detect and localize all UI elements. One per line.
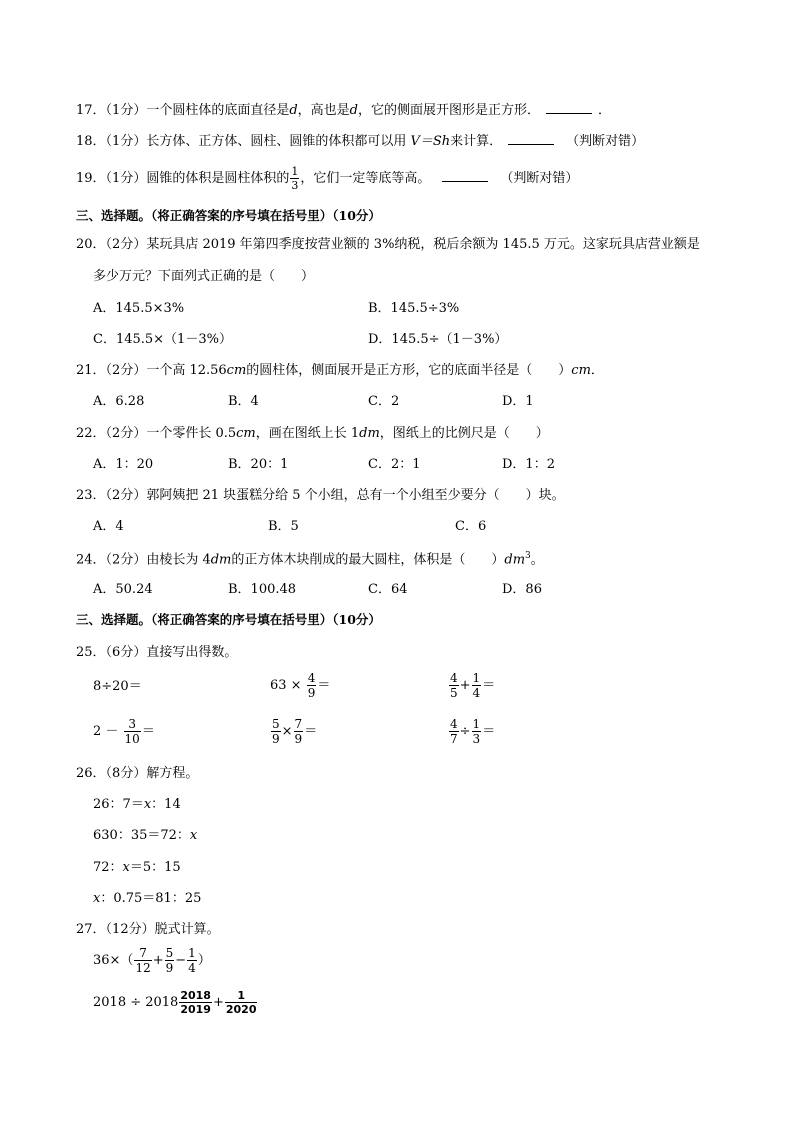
q24-end: 。 [530,552,544,568]
question-21 [76,364,604,377]
fraction: $\frac{7}{12}$ [135,946,151,975]
fraction: $\frac{1}{3}$ [291,165,299,192]
fraction: $\frac{5}{9}$ [272,717,280,746]
option-b[interactable]: B．5 [268,519,299,534]
fraction: $\frac{7}{9}$ [294,717,303,746]
expr-25-6: $\frac{4}{7}$ ÷ $\frac{1}{3}$ ＝ [450,717,496,746]
option-b[interactable]: B．100.48 [228,582,297,597]
judge-hint: （判断对错） [500,171,579,186]
answer-blank[interactable] [546,112,592,114]
expr-25-1: 8÷20＝ [93,679,142,694]
q17-end: ． [598,103,612,118]
question-18 [76,135,644,148]
option-a[interactable]: A．1：20 [93,457,154,472]
q22-text-suffix: ，图纸上的比例尺是（ ） [379,426,549,441]
fraction: $\frac{3}{10}$ [124,717,140,746]
q18-formula: V＝Sh [410,134,451,149]
fraction: $\frac{1}{4}$ [188,946,196,975]
q21-text: 21．（2分）一个高 12.56 [76,363,227,378]
q17-text: 17．（1分）一个圆柱体的底面直径是 [76,103,290,118]
q17-var: d [349,103,358,118]
question-23: 23．（2分）郭阿姨把 21 块蛋糕分给 5 个小组，总有一个小组至少要分（ ）块。 [76,488,565,503]
fraction: $\frac{1}{2020}$ [225,989,257,1016]
question-26: 26．（8分）解方程。 [76,766,199,781]
q24-text: 24．（2分）由棱长为 4 [76,552,211,568]
fraction: $\frac{1}{4}$ [472,671,481,700]
unit: cm [236,426,256,441]
unit: dm [504,552,526,568]
equation: x：0.75＝81：25 [93,891,202,906]
expr-25-4: 2 － $\frac{3}{10}$ ＝ [93,717,155,746]
question-22 [76,427,549,440]
fraction: $\frac{5}{9}$ [165,946,174,975]
judge-hint: （判断对错） [566,134,645,149]
superscript: 3 [525,551,531,561]
unit: cm [571,363,591,378]
option-c[interactable]: C．64 [368,582,408,597]
unit: cm [226,363,247,378]
option-b[interactable]: B．20：1 [228,457,289,472]
q22-text-mid: ，画在图纸上长 1 [255,426,360,441]
equation: 72：x＝5：15 [93,860,181,875]
equation: 630：35＝72：x [93,828,198,843]
question-27: 27．（12分）脱式计算。 [76,922,220,937]
fraction: $\frac{4}{7}$ [450,717,458,746]
question-20: 20．（2分）某玩具店 2019 年第四季度按营业额的 3%纳税，税后余额为 145.5 万元。这家玩具店营业额是 [76,237,700,252]
q21-text-suffix: 的圆柱体，侧面展开是正方形，它的底面半径是（ ） [246,363,572,378]
expr-25-2: 63 × $\frac{4}{9}$ ＝ [270,671,331,700]
option-d[interactable]: D．86 [502,582,542,597]
unit: dm [359,426,380,441]
fraction: $\frac{4}{9}$ [307,671,316,700]
expr-25-5: $\frac{5}{9}$ × $\frac{7}{9}$ ＝ [272,717,318,746]
q19-text-suffix: ，它们一定等底等高。 [300,171,431,186]
expr-27-2: 2018 ÷ 2018 $\frac{2018}{2019}$ + $\frac{1}{2020}$ [93,989,257,1016]
question-25: 25．（6分）直接写出得数。 [76,645,238,660]
q18-text-suffix: 来计算． [450,134,503,149]
q22-text: 22．（2分）一个零件长 0.5 [76,426,237,441]
option-d[interactable]: D．145.5÷（1－3%） [368,332,508,347]
option-d[interactable]: D．1：2 [502,457,555,472]
answer-blank[interactable] [442,180,488,182]
expr-25-3: $\frac{4}{5}$ + $\frac{1}{4}$ ＝ [450,671,496,700]
q17-var: d [289,103,298,118]
question-24 [76,552,544,566]
question-19 [76,166,578,191]
fraction: $\frac{1}{3}$ [472,717,481,746]
q24-text-suffix: 的正方体木块削成的最大圆柱，体积是（ ） [231,552,505,568]
option-b[interactable]: B．4 [228,394,259,409]
equation: 26：7＝x：14 [93,797,181,812]
unit: dm [210,552,232,568]
option-a[interactable]: A．4 [93,519,124,534]
option-a[interactable]: A．145.5×3% [93,301,185,316]
option-c[interactable]: C．145.5×（1－3%） [93,332,232,347]
q18-text: 18．（1分）长方体、正方体、圆柱、圆锥的体积都可以用 [76,134,407,149]
option-b[interactable]: B．145.5÷3% [368,301,460,316]
fraction: $\frac{2018}{2019}$ [180,989,211,1016]
fraction: $\frac{4}{5}$ [450,671,458,700]
option-d[interactable]: D．1 [502,394,534,409]
q19-text: 19．（1分）圆锥的体积是圆柱体积的 [76,171,290,186]
q17-text-mid: ，高也是 [297,103,350,118]
question-20-line2: 多少万元？下面列式正确的是（ ） [93,269,315,284]
section-heading: 三、选择题。（将正确答案的序号填在括号里）（10分） [76,612,381,627]
option-c[interactable]: C．6 [455,519,487,534]
q21-end: ． [590,363,604,378]
section-heading: 三、选择题。（将正确答案的序号填在括号里）（10分） [76,208,381,223]
expr-27-1: 36×（ $\frac{7}{12}$ + $\frac{5}{9}$ − $\frac{1}{4}$ ） [93,946,211,975]
option-c[interactable]: C．2：1 [368,457,421,472]
option-a[interactable]: A．50.24 [93,582,153,597]
option-a[interactable]: A．6.28 [93,394,145,409]
option-c[interactable]: C．2 [368,394,400,409]
q17-text-suffix: ，它的侧面展开图形是正方形． [358,103,541,118]
question-17 [76,104,611,117]
answer-blank[interactable] [508,143,554,145]
